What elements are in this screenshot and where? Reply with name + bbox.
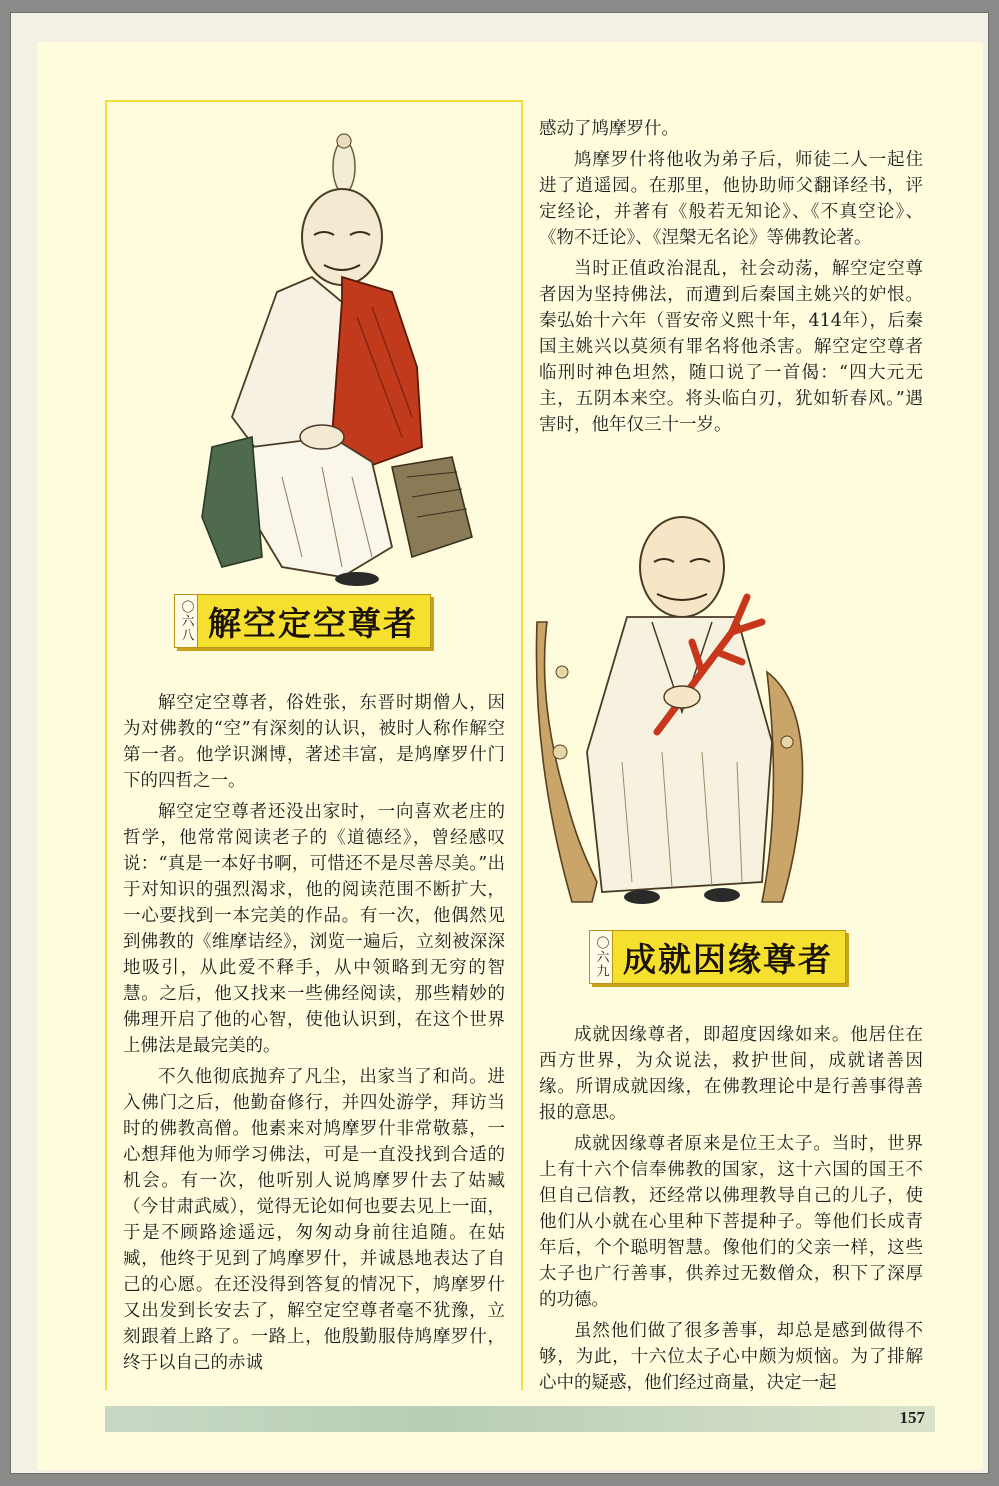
monk-illustration-1	[192, 117, 482, 587]
figure1-drawing	[202, 134, 472, 586]
section2-number: 〇六九	[590, 931, 613, 983]
page-frame	[10, 12, 989, 1474]
monk-illustration-2	[532, 502, 832, 912]
page-footer-band	[105, 1406, 935, 1432]
section2-paragraph-1: 成就因缘尊者，即超度因缘如来。他居住在西方世界，为众说法，救护世间，成就诸善因缘。所谓成就因缘，在佛教理论中是行善事得善报的意思。	[539, 1025, 923, 1123]
top-rule	[105, 100, 523, 102]
section1-paragraph-1: 解空定空尊者，俗姓张，东晋时期僧人，因为对佛教的“空”有深刻的认识，被时人称作解空第一者。他学识渊博，著述丰富，是鸠摩罗什门下的四哲之一。	[123, 693, 505, 791]
section1-paragraph-3: 不久他彻底抛弃了凡尘，出家当了和尚。进入佛门之后，他勤奋修行，并四处游学，拜访当时的佛教高僧。他素来对鸠摩罗什非常敬慕，一心想拜他为师学习佛法，可是一直没找到合适的机会。有一次，他听别人说鸠摩罗什去了姑臧（今甘肃武威），觉得无论如何也要去见上一面，于是不顾路途遥远，匆匆动身前往追随。在姑臧，他终于见到了鸠摩罗什，并诚恳地表达了自己的心愿。在还没得到答复的情况下，鸠摩罗什又出发到长安去了，解空定空尊者毫不犹豫，立刻跟着上路了。一路上，他殷勤服侍鸠摩罗什，终于以自己的赤诚	[123, 1067, 505, 1373]
section1-body-right	[539, 116, 923, 443]
section1-number: 〇六八	[175, 595, 198, 647]
section2-title-box	[589, 930, 846, 984]
section2-paragraph-3: 虽然他们做了很多善事，却总是感到做得不够，为此，十六位太子心中颇为烦恼。为了排解心中的疑惑，他们经过商量，决定一起	[539, 1321, 923, 1393]
section1-continued-2: 鸠摩罗什将他收为弟子后，师徒二人一起住进了逍遥园。在那里，他协助师父翻译经书，评定经论，并著有《般若无知论》、《不真空论》、《物不迁论》、《涅槃无名论》等佛教论著。	[539, 150, 923, 248]
left-column-rule	[105, 100, 107, 1390]
section2-title: 成就因缘尊者	[623, 939, 833, 979]
section1-body-left	[123, 690, 505, 1381]
section1-continued-3: 当时正值政治混乱，社会动荡，解空定空尊者因为坚持佛法，而遭到后秦国主姚兴的妒恨。秦弘始十六年（晋安帝义熙十年，414年），后秦国主姚兴以莫须有罪名将他杀害。解空定空尊者临刑时神色坦然，随口说了一首偈：“四大元无主，五阴本来空。将头临白刃，犹如斩春风。”遇害时，他年仅三十一岁。	[539, 259, 923, 435]
center-column-rule	[521, 100, 523, 1390]
book-page	[37, 42, 983, 1470]
section2-paragraph-2: 成就因缘尊者原来是位王太子。当时，世界上有十六个信奉佛教的国家，这十六国的国王不但自己信教，还经常以佛理教导自己的儿子，使他们从小就在心里种下菩提种子。等他们长成青年后，个个聪明智慧。像他们的父亲一样，这些太子也广行善事，供养过无数僧众，积下了深厚的功德。	[539, 1134, 923, 1310]
section1-paragraph-2: 解空定空尊者还没出家时，一向喜欢老庄的哲学，他常常阅读老子的《道德经》，曾经感叹说：“真是一本好书啊，可惜还不是尽善尽美。”出于对知识的强烈渴求，他的阅读范围不断扩大，一心要找到一本完美的作品。有一次，他偶然见到佛教的《维摩诘经》，浏览一遍后，立刻被深深地吸引，从此爱不释手，从中领略到无穷的智慧。之后，他又找来一些佛经阅读，那些精妙的佛理开启了他的心智，使他认识到，在这个世界上佛法是最完美的。	[123, 802, 505, 1056]
section1-title-box	[174, 594, 431, 648]
section1-continued-1: 感动了鸠摩罗什。	[539, 119, 679, 139]
page-number: 157	[899, 1408, 925, 1427]
section2-body	[539, 1022, 923, 1401]
section1-title: 解空定空尊者	[208, 603, 418, 643]
figure2-drawing	[536, 517, 802, 904]
